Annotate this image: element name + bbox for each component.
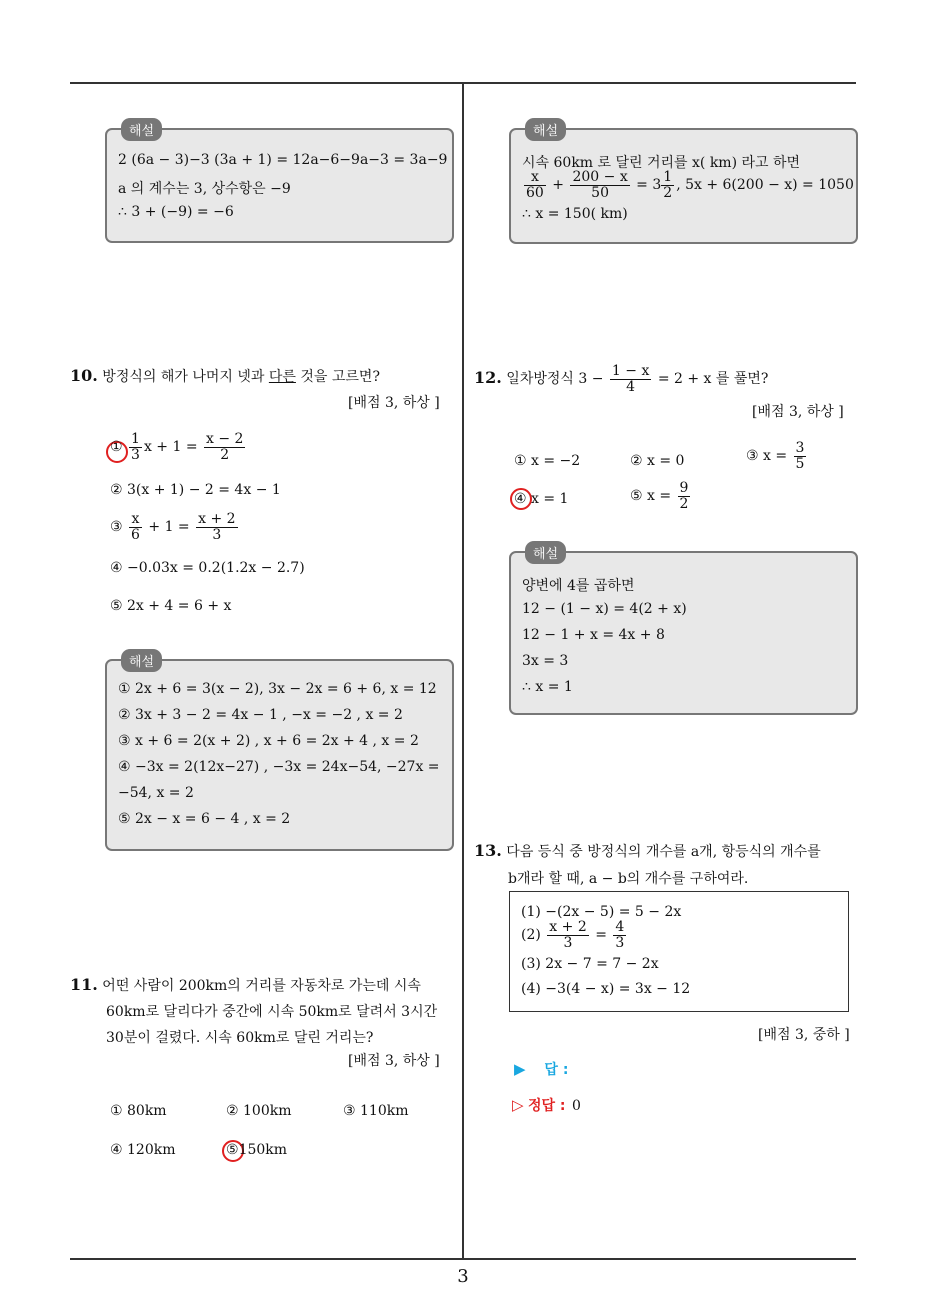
q10-solution-box (105, 655, 454, 851)
q12-score: [배점 3, 하상 ] (752, 404, 844, 420)
q10-choice-2[interactable]: ② 3(x + 1) − 2 = 4x − 1 (110, 482, 281, 498)
fraction: $\frac{1 - x}{4}$ (611, 363, 650, 395)
solution-line: ∴ x = 150( km) (522, 206, 628, 222)
solution-line: 2 (6a − 3)−3 (3a + 1) = 12a−6−9a−3 = 3a−9 (118, 152, 448, 168)
fraction: $\frac{200 - x}{50}$ (572, 169, 628, 201)
solution-line: ∴ 3 + (−9) = −6 (118, 204, 234, 220)
correct-answer-row (512, 1095, 581, 1115)
question-number: 12. (474, 368, 502, 388)
correct-label: 정답 : (528, 1098, 566, 1114)
answer-label: 답 : (544, 1062, 569, 1078)
q12-choice-3[interactable]: ③ x = $\frac{3}{5}$ (746, 440, 805, 472)
q12-choice-1[interactable]: ① x = −2 (514, 453, 581, 469)
equation-item: (4) −3(4 − x) = 3x − 12 (521, 981, 691, 997)
q11-solution-box (509, 124, 858, 244)
solution-tag: 해설 (525, 118, 566, 141)
bottom-rule (70, 1258, 856, 1260)
outline-arrow-icon: ▷ (512, 1096, 524, 1114)
q10-choice-4[interactable]: ④ −0.03x = 0.2(1.2x − 2.7) (110, 560, 305, 576)
question-number: 13. (474, 841, 502, 860)
q11-choice-1[interactable]: ① 80km (110, 1103, 167, 1119)
q12-choice-5[interactable]: ⑤ x = $\frac{9}{2}$ (630, 480, 689, 512)
solution-line: $\frac{x}{60}$ + $\frac{200 - x}{50}$ = 3 $\frac{1}{2}$ , 5x + 6(200 − x) = 1050 (526, 169, 854, 201)
solution-line: 12 − (1 − x) = 4(2 + x) (522, 601, 687, 617)
solution-line: ③ x + 6 = 2(x + 2) , x + 6 = 2x + 4 , x = 2 (118, 733, 419, 749)
q11-choice-5[interactable]: ⑤150km (226, 1142, 288, 1158)
q10-score: [배점 3, 하상 ] (348, 395, 440, 411)
solution-tag: 해설 (525, 541, 566, 564)
solution-line: ∴ x = 1 (522, 679, 573, 695)
q10-choice-1[interactable]: ① $\frac{1}{3}$ x + 1 = $\frac{x - 2}{2}$ (110, 431, 244, 463)
q9-solution-box (105, 124, 454, 243)
q12-solution-box (509, 547, 858, 715)
fraction: $\frac{1}{2}$ (663, 169, 673, 201)
fraction: $\frac{x}{60}$ (526, 169, 544, 201)
q10-stem: 10. 방정식의 해가 나머지 넷과 다른 것을 고르면? (70, 366, 380, 385)
q10-choice-5[interactable]: ⑤ 2x + 4 = 6 + x (110, 598, 232, 614)
equation-item: (3) 2x − 7 = 7 − 2x (521, 956, 659, 972)
equation-item: (1) −(2x − 5) = 5 − 2x (521, 904, 682, 920)
solution-tag: 해설 (121, 118, 162, 141)
page-number: 3 (457, 1266, 469, 1287)
q13-score: [배점 3, 중하 ] (758, 1027, 850, 1043)
solution-tag: 해설 (121, 649, 162, 672)
q12-stem: 12. 일차방정식 3 − $\frac{1 - x}{4}$ = 2 + x 를 풀면? (474, 363, 769, 395)
answer-row (514, 1059, 568, 1079)
q12-choice-2[interactable]: ② x = 0 (630, 453, 685, 469)
question-number: 10. (70, 366, 98, 385)
solution-line: ⑤ 2x − x = 6 − 4 , x = 2 (118, 811, 291, 827)
column-divider (462, 83, 464, 1260)
q10-choice-3[interactable]: ③ $\frac{x}{6}$ + 1 = $\frac{x + 2}{3}$ (110, 511, 236, 543)
equation-item: (2) $\frac{x + 2}{3}$ = $\frac{4}{3}$ (521, 919, 625, 951)
solution-line: a 의 계수는 3, 상수항은 −9 (118, 181, 291, 197)
q13-stem: 13. 다음 등식 중 방정식의 개수를 a개, 항등식의 개수를 b개라 할 때, a − b의 개수를 구하여라. (474, 841, 821, 887)
solution-line: ④ −3x = 2(12x−27) , −3x = 24x−54, −27x = (118, 759, 440, 775)
q12-choice-4[interactable]: ④ x = 1 (514, 491, 569, 507)
question-number: 11. (70, 975, 98, 994)
solution-line: 양변에 4를 곱하면 (522, 578, 635, 594)
q11-score: [배점 3, 하상 ] (348, 1053, 440, 1069)
solution-line: 시속 60km 로 달린 거리를 x( km) 라고 하면 (522, 155, 801, 171)
solution-line: 3x = 3 (522, 653, 569, 669)
q11-choice-2[interactable]: ② 100km (226, 1103, 292, 1119)
solution-line: 12 − 1 + x = 4x + 8 (522, 627, 665, 643)
q13-equation-box (509, 891, 849, 1012)
play-arrow-icon: ▶ (514, 1060, 526, 1078)
q11-choice-4[interactable]: ④ 120km (110, 1142, 176, 1158)
solution-line: −54, x = 2 (118, 785, 194, 801)
solution-line: ② 3x + 3 − 2 = 4x − 1 , −x = −2 , x = 2 (118, 707, 403, 723)
correct-value: 0 (571, 1098, 581, 1114)
q11-stem: 11. 어떤 사람이 200km의 거리를 자동차로 가는데 시속 60km로 달리다가 중간에 시속 50km로 달려서 3시간 30분이 걸렸다. 시속 60km로 달린 거리는? (70, 975, 438, 1046)
q11-choice-3[interactable]: ③ 110km (343, 1103, 409, 1119)
solution-line: ① 2x + 6 = 3(x − 2), 3x − 2x = 6 + 6, x = 12 (118, 681, 437, 697)
